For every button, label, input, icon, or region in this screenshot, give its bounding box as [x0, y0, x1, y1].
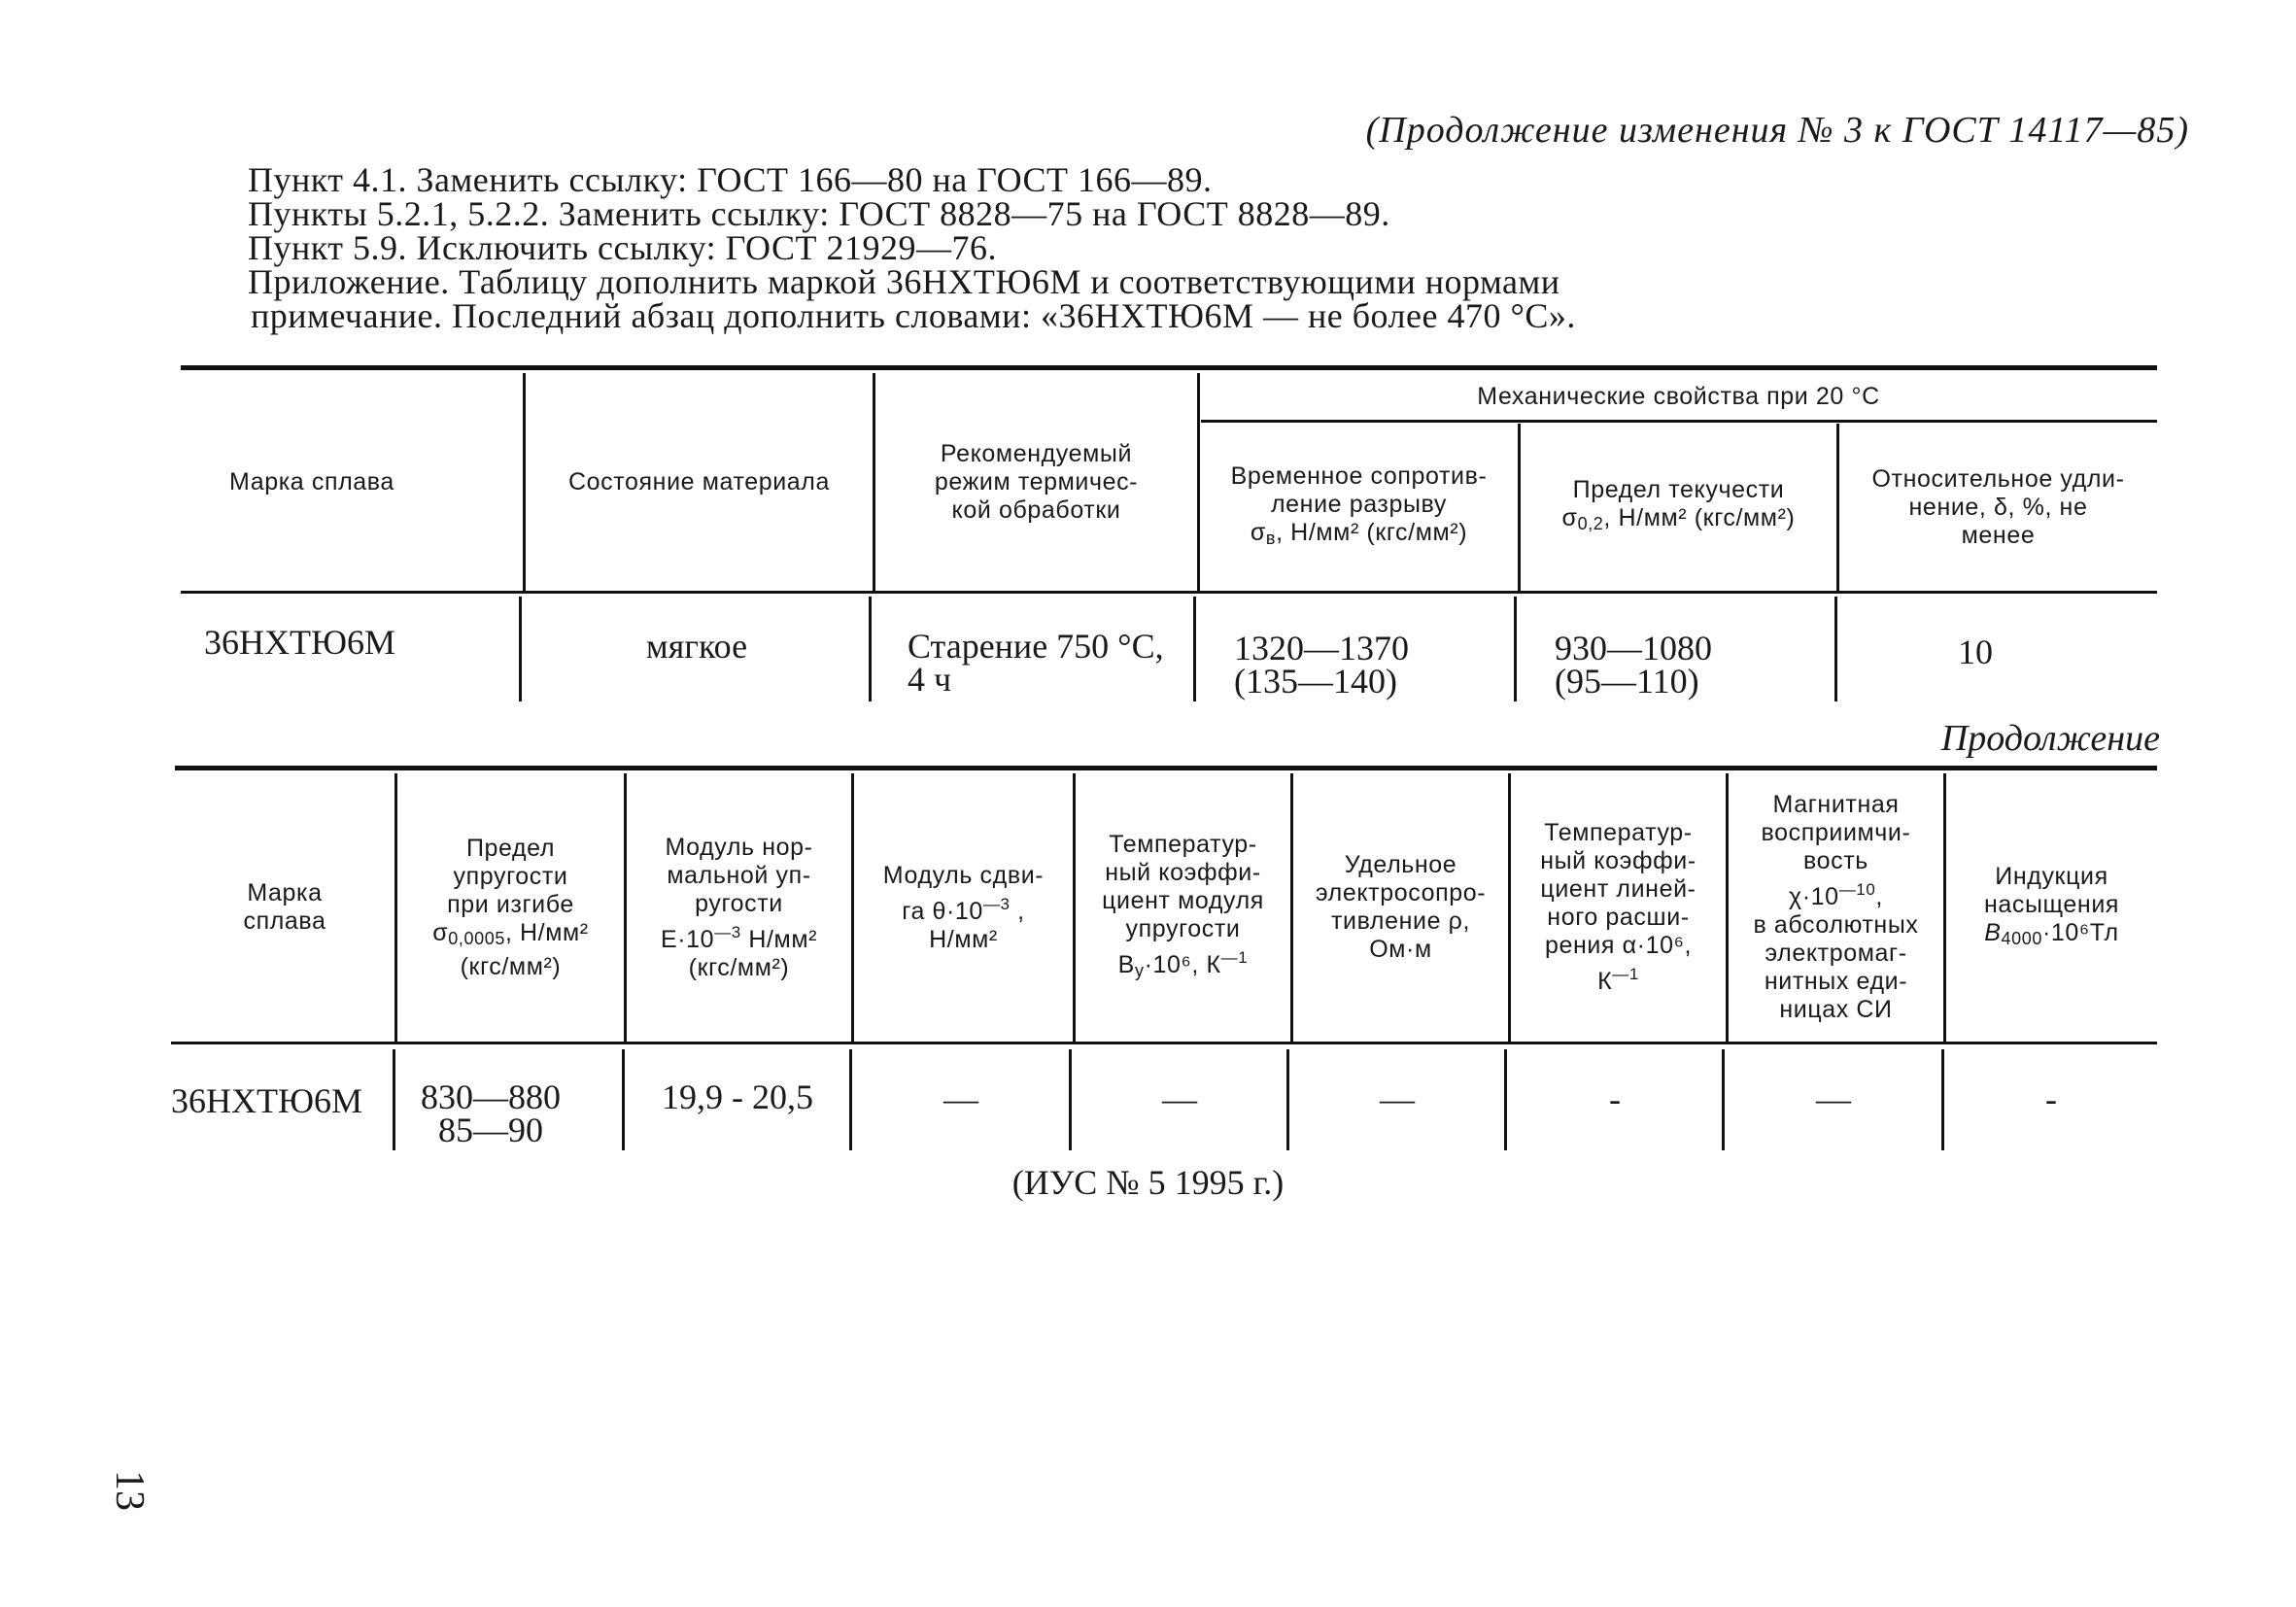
- paragraph-line: примечание. Последний абзац дополнить словами: «36НХТЮ6М — не более 470 °С».: [251, 296, 1576, 335]
- column-divider: [1514, 597, 1517, 701]
- table-top-rule: [181, 365, 2157, 370]
- header-magnetic-susceptibility: Магнитная восприимчи- вость $\chi\cdot 10^{—10}$, в абсолютных электромаг- нитных еди- ницах СИ: [1753, 791, 1919, 1023]
- header-yield-strength: Предел текучести $\sigma_{0,2}$, Н/мм² (кгс/мм²): [1561, 476, 1796, 533]
- column-divider: [1834, 597, 1837, 701]
- row-temp-coef-expansion: -: [1609, 1079, 1621, 1118]
- header-elastic-modulus: Модуль нор- мальной уп- ругости $Е\cdot 10^{—3}$ Н/мм² (кгс/мм²): [660, 833, 818, 981]
- column-divider: [1941, 1049, 1944, 1150]
- column-divider: [1504, 1049, 1507, 1150]
- amendment-text: [248, 160, 1576, 335]
- paragraph-line: Пункты 5.2.1, 5.2.2. Заменить ссылку: ГОСТ 8828—75 на ГОСТ 8828—89.: [248, 194, 1390, 233]
- column-divider: [1286, 1049, 1289, 1150]
- paragraph-line: Приложение. Таблицу дополнить маркой 36НХТЮ6М и соответствующими нормами: [248, 262, 1560, 301]
- column-divider: [869, 597, 872, 701]
- row-shear-modulus: —: [943, 1079, 978, 1118]
- header-grade: Марка сплава: [229, 467, 394, 496]
- header-bottom-rule: [171, 1042, 2157, 1044]
- header-temp-coef-modulus: Температур- ный коэффи- циент модуля упругости $В_у\cdot 10^6$, $К^{—1}$: [1102, 830, 1264, 980]
- source-note: (ИУС № 5 1995 г.): [1011, 1163, 1285, 1202]
- header-shear-modulus: Модуль сдви- га $\theta\cdot 10^{—3}$ , Н/мм²: [882, 861, 1045, 953]
- header-elongation: Относительное удли- нение, δ, %, не менее: [1871, 464, 2125, 549]
- column-divider: [393, 1049, 395, 1150]
- row-saturation-induction: -: [2045, 1079, 2057, 1118]
- group-header-rule: [1201, 420, 2157, 423]
- header-resistivity: Удельное электросопро- тивление ρ, Ом·м: [1315, 851, 1487, 963]
- header-elastic-limit: Предел упругости при изгибе $\sigma_{0,0005}$, Н/мм² (кгс/мм²): [432, 834, 589, 980]
- page-number: 13: [107, 1470, 152, 1511]
- header-state: Состояние материала: [568, 467, 830, 496]
- row-resistivity: —: [1380, 1079, 1415, 1118]
- header-heat-treatment: Рекомендуемый режим термичес- кой обработки: [934, 439, 1139, 524]
- column-divider: [1722, 1049, 1725, 1150]
- row-heat-treatment: Старение 750 °С, 4 ч: [908, 627, 1164, 699]
- row-elongation: 10: [1958, 633, 1993, 671]
- header-grade: Марка сплава: [243, 879, 326, 935]
- header-saturation-induction: Индукция насыщения $В_{4000}\cdot 10^6Тл$: [1983, 862, 2120, 948]
- header-tensile-strength: Временное сопротив- ление разрыву $\sigma_в$, Н/мм² (кгс/мм²): [1230, 462, 1488, 548]
- row-temp-coef-modulus: —: [1162, 1079, 1197, 1118]
- column-divider: [622, 1049, 625, 1150]
- header-mechanical-group: Механические свойства при 20 °С: [1477, 382, 1880, 410]
- row-elastic-limit: 830—880 85—90: [421, 1077, 561, 1149]
- row-state: мягкое: [645, 627, 748, 666]
- running-header: (Продолжение изменения № 3 к ГОСТ 14117—85): [1365, 110, 2189, 151]
- paragraph-line: Пункт 5.9. Исключить ссылку: ГОСТ 21929—76.: [248, 228, 997, 267]
- continuation-label: Продолжение: [1940, 718, 2160, 759]
- table-top-rule: [175, 766, 2157, 770]
- row-yield-strength: 930—1080 (95—110): [1555, 629, 1712, 701]
- column-divider: [1069, 1049, 1072, 1150]
- row-magnetic-susceptibility: —: [1816, 1079, 1851, 1118]
- row-grade: 36НХТЮ6М: [204, 623, 395, 662]
- header-temp-coef-expansion: Температур- ный коэффи- циент линей- ного расши- рения α·10⁶, $К^{—1}$: [1540, 819, 1696, 995]
- row-elastic-modulus: 19,9 - 20,5: [662, 1077, 813, 1116]
- column-divider: [849, 1049, 852, 1150]
- column-divider: [1193, 597, 1196, 701]
- row-tensile-strength: 1320—1370 (135—140): [1234, 629, 1409, 701]
- paragraph-line: Пункт 4.1. Заменить ссылку: ГОСТ 166—80 на ГОСТ 166—89.: [248, 160, 1213, 199]
- column-divider: [519, 597, 522, 701]
- header-bottom-rule: [181, 591, 2157, 594]
- row-grade: 36НХТЮ6М: [171, 1081, 362, 1120]
